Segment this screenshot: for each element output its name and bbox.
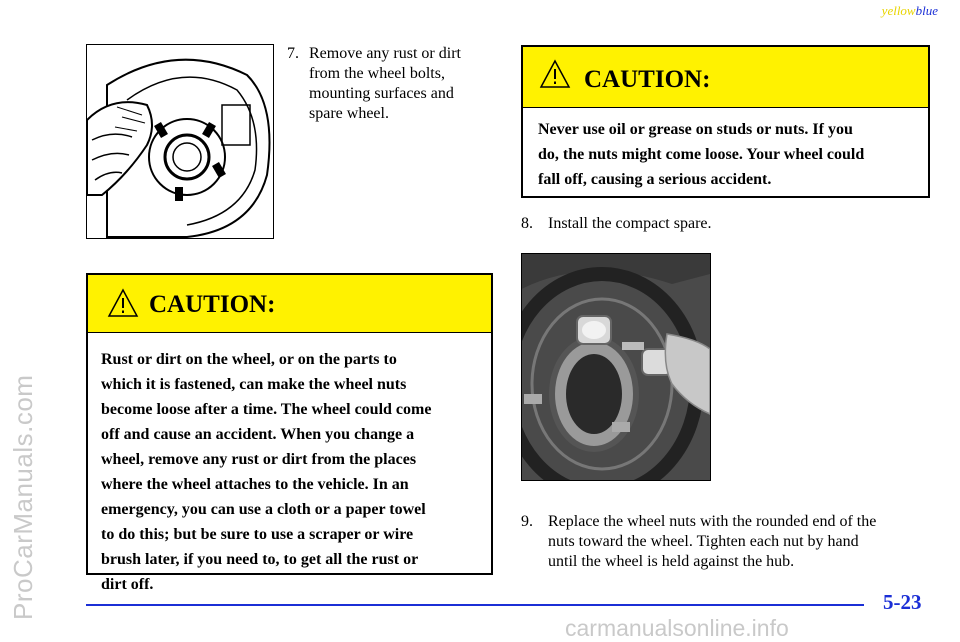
caution-title: CAUTION: <box>149 291 276 318</box>
hub-illustration-drawing <box>87 45 273 238</box>
step-8 <box>521 214 901 234</box>
caution-line: Rust or dirt on the wheel, or on the parts to <box>101 351 397 368</box>
caution-line: fall off, causing a serious accident. <box>538 171 772 188</box>
step-7 <box>287 44 497 124</box>
footer-rule <box>86 604 864 606</box>
hub-cleaning-illustration <box>86 44 274 239</box>
side-watermark: ProCarManuals.com <box>8 374 38 620</box>
caution-title: CAUTION: <box>584 66 711 93</box>
step-7-line: Remove any rust or dirt <box>309 45 461 62</box>
step-7-line: from the wheel bolts, <box>309 65 445 82</box>
color-registration-label <box>882 3 938 19</box>
caution-header <box>88 275 491 333</box>
step-8-number: 8. <box>521 215 533 232</box>
color-word-yellow: yellow <box>881 3 916 18</box>
bottom-watermark: carmanualsonline.info <box>565 615 789 641</box>
caution-body <box>523 108 928 192</box>
caution-line: wheel, remove any rust or dirt from the places <box>101 451 417 468</box>
warning-triangle-icon <box>107 288 139 318</box>
caution-line: dirt off. <box>101 576 154 593</box>
compact-spare-photo <box>521 253 711 481</box>
step-9-line: nuts toward the wheel. Tighten each nut by hand <box>548 533 859 550</box>
step-9 <box>521 512 921 572</box>
step-7-line: spare wheel. <box>309 105 389 122</box>
caution-line: which it is fastened, can make the wheel nuts <box>101 376 407 393</box>
caution-line: emergency, you can use a cloth or a paper towel <box>101 501 426 518</box>
step-8-text: Install the compact spare. <box>548 215 712 232</box>
caution-line: do, the nuts might come loose. Your wheel could <box>538 146 865 163</box>
warning-triangle-icon <box>539 59 571 89</box>
caution-box-rust <box>86 273 493 593</box>
caution-line: off and cause an accident. When you change a <box>101 426 415 443</box>
caution-line: where the wheel attaches to the vehicle. In an <box>101 476 409 493</box>
caution-line: to do this; but be sure to use a scraper or wire <box>101 526 414 543</box>
page-number: 5-23 <box>883 590 922 614</box>
step-7-line: mounting surfaces and <box>309 85 454 102</box>
caution-line: brush later, if you need to, to get all the rust or <box>101 551 419 568</box>
caution-line: become loose after a time. The wheel could come <box>101 401 432 418</box>
step-9-number: 9. <box>521 513 533 530</box>
step-7-number: 7. <box>287 45 299 62</box>
color-word-blue: blue <box>915 3 938 18</box>
caution-header <box>523 47 928 108</box>
caution-box-oil <box>521 45 930 198</box>
caution-line: Never use oil or grease on studs or nuts. If you <box>538 121 853 138</box>
step-9-line: until the wheel is held against the hub. <box>548 553 795 570</box>
caution-body <box>88 333 491 597</box>
step-9-line: Replace the wheel nuts with the rounded end of the <box>548 513 877 530</box>
spare-photo-drawing <box>522 254 710 480</box>
